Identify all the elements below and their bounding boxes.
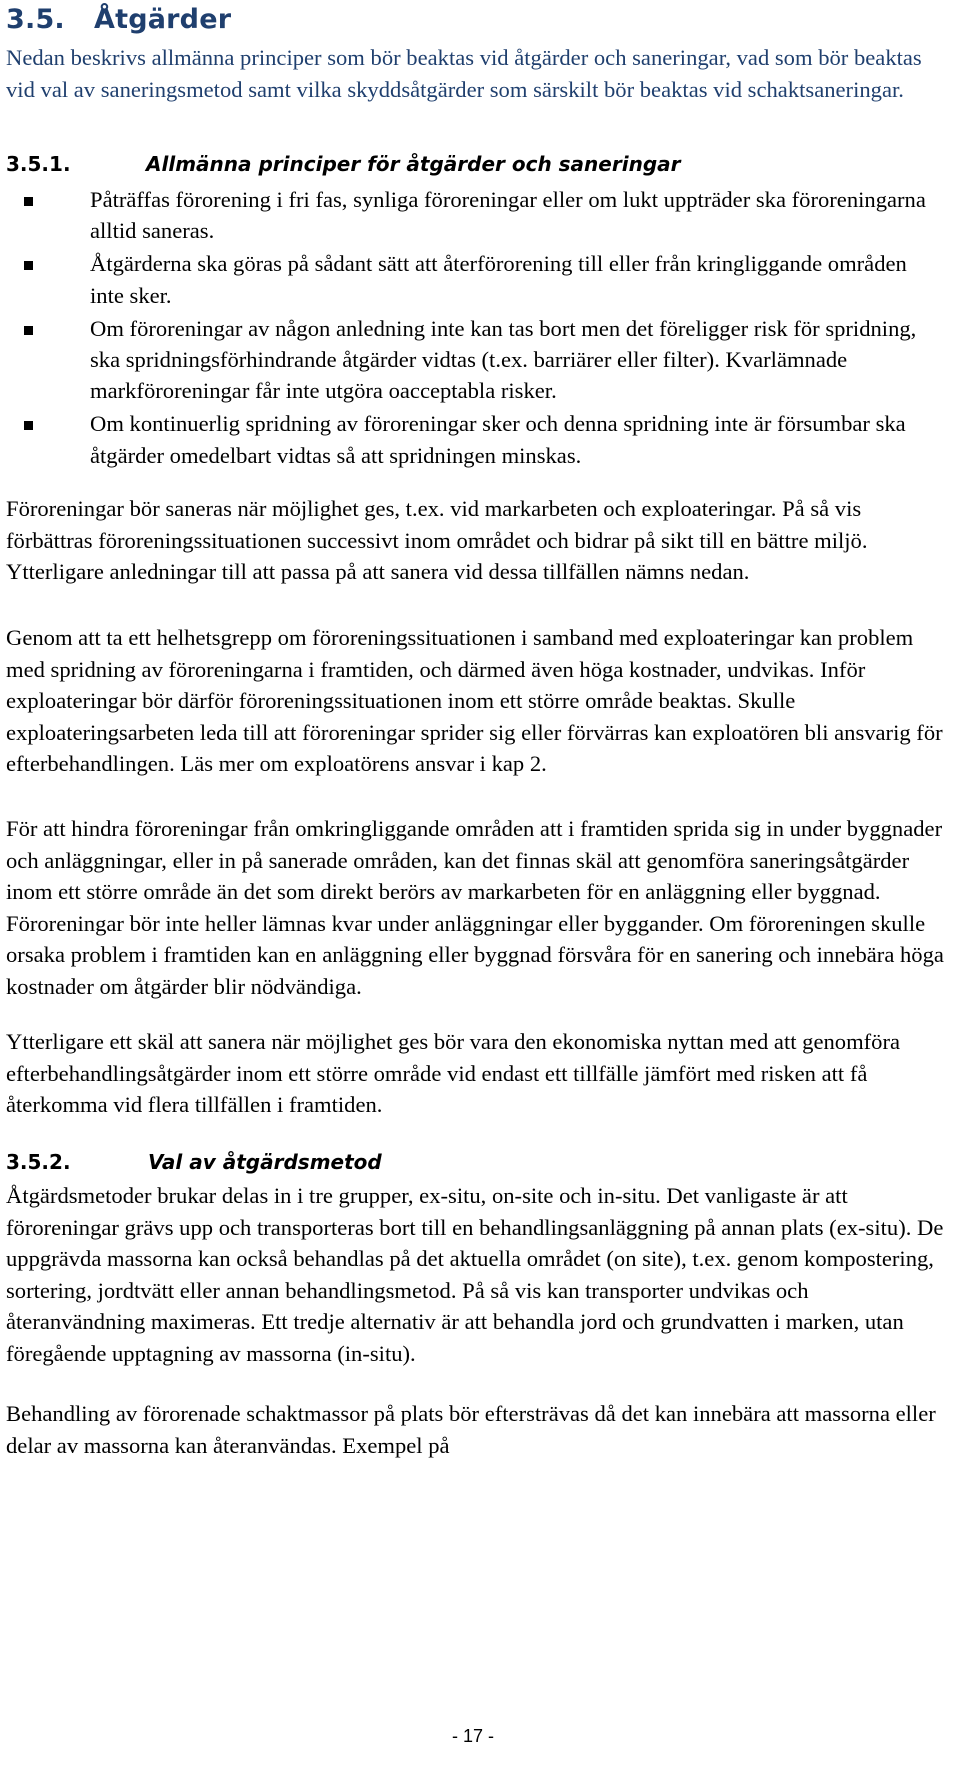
paragraph: För att hindra föroreningar från omkringliggande områden att i framtiden sprida sig in under byggnader och anläggningar, eller in på sanerade områden, kan det finnas skäl att genomföra saneringsåtgärder inom ett större område än det som direkt berörs av markarbeten för en anläggning eller byggnad. Föroreningar bör inte heller lämnas kvar under anläggningar eller byggander. Om föroreningen skulle orsaka problem i framtiden kan en anläggning eller byggnad försvåra för en sanering och innebära höga kostnader om åtgärder blir nödvändiga.: [6, 816, 944, 999]
bullet-square-icon: [24, 421, 33, 430]
section-number: 3.5.: [6, 4, 65, 35]
bullet-square-icon: [24, 326, 33, 335]
bullet-square-icon: [24, 261, 33, 270]
list-item: Åtgärderna ska göras på sådant sätt att återförorening till eller från kringliggande områden inte sker.: [6, 248, 946, 310]
list-item: Om föroreningar av någon anledning inte kan tas bort men det föreligger risk för spridning, ska spridningsförhindrande åtgärder vidtas (t.ex. barriärer eller filter). Kvarlämnade markföroreningar får inte utgöra oacceptabla risker.: [6, 313, 946, 407]
page-number: - 17 -: [452, 1726, 495, 1746]
section-intro: Nedan beskrivs allmänna principer som bör beaktas vid åtgärder och saneringar, vad som bör beaktas vid val av saneringsmetod samt vilka skyddsåtgärder som särskilt bör beaktas vid schaktsaneringar.: [6, 45, 922, 102]
bullet-square-icon: [24, 197, 33, 206]
list-item: Påträffas förorening i fri fas, synliga föroreningar eller om lukt uppträder ska föroreningarna alltid saneras.: [6, 184, 946, 246]
section-heading: [6, 4, 231, 35]
principles-list: [6, 184, 946, 473]
subsection-title: Val av åtgärdsmetod: [148, 1150, 382, 1174]
subsection-title: Allmänna principer för åtgärder och saneringar: [146, 152, 681, 176]
list-item: Om kontinuerlig spridning av föroreningar sker och denna spridning inte är försumbar ska åtgärder omedelbart vidtas så att spridningen minskas.: [6, 408, 946, 470]
paragraph: Behandling av förorenade schaktmassor på plats bör eftersträvas då det kan innebära att massorna eller delar av massorna kan återanvändas. Exempel på: [6, 1401, 936, 1458]
paragraph: Åtgärdsmetoder brukar delas in i tre grupper, ex-situ, on-site och in-situ. Det vanligaste är att föroreningar grävs upp och transporteras bort till en behandlingsanläggning på annan plats (ex-situ). De uppgrävda massorna kan också behandlas på det aktuella området (on site), t.ex. genom kompostering, sortering, jordtvätt eller annan behandlingsmetod. På så vis kan transporter undvikas och återanvändning maximeras. Ett tredje alternativ är att behandla jord och grundvatten i marken, utan föregående upptagning av massorna (in-situ).: [6, 1183, 944, 1366]
subsection-number: 3.5.2.: [6, 1150, 71, 1174]
section-title: Åtgärder: [94, 4, 232, 35]
paragraph: Föroreningar bör saneras när möjlighet ges, t.ex. vid markarbeten och exploateringar. På så vis förbättras föroreningssituationen successivt inom området och bidrar på sikt till en bättre miljö. Ytterligare anledningar till att passa på att sanera vid dessa tillfällen nämns nedan.: [6, 496, 868, 585]
paragraph: Ytterligare ett skäl att sanera när möjlighet ges bör vara den ekonomiska nyttan med att genomföra efterbehandlingsåtgärder inom ett större område vid endast ett tillfälle jämfört med risken att få återkomma vid flera tillfällen i framtiden.: [6, 1029, 901, 1118]
paragraph: Genom att ta ett helhetsgrepp om föroreningssituationen i samband med exploateringar kan problem med spridning av föroreningarna i framtiden, och därmed även höga kostnader, undvikas. Inför exploateringar bör därför föroreningssituationen inom ett större område beaktas. Skulle exploateringsarbeten leda till att föroreningar sprider sig eller förvärras kan exploatören bli ansvarig för efterbehandlingen. Läs mer om exploatörens ansvar i kap 2.: [6, 625, 943, 777]
subsection-number: 3.5.1.: [6, 152, 71, 176]
